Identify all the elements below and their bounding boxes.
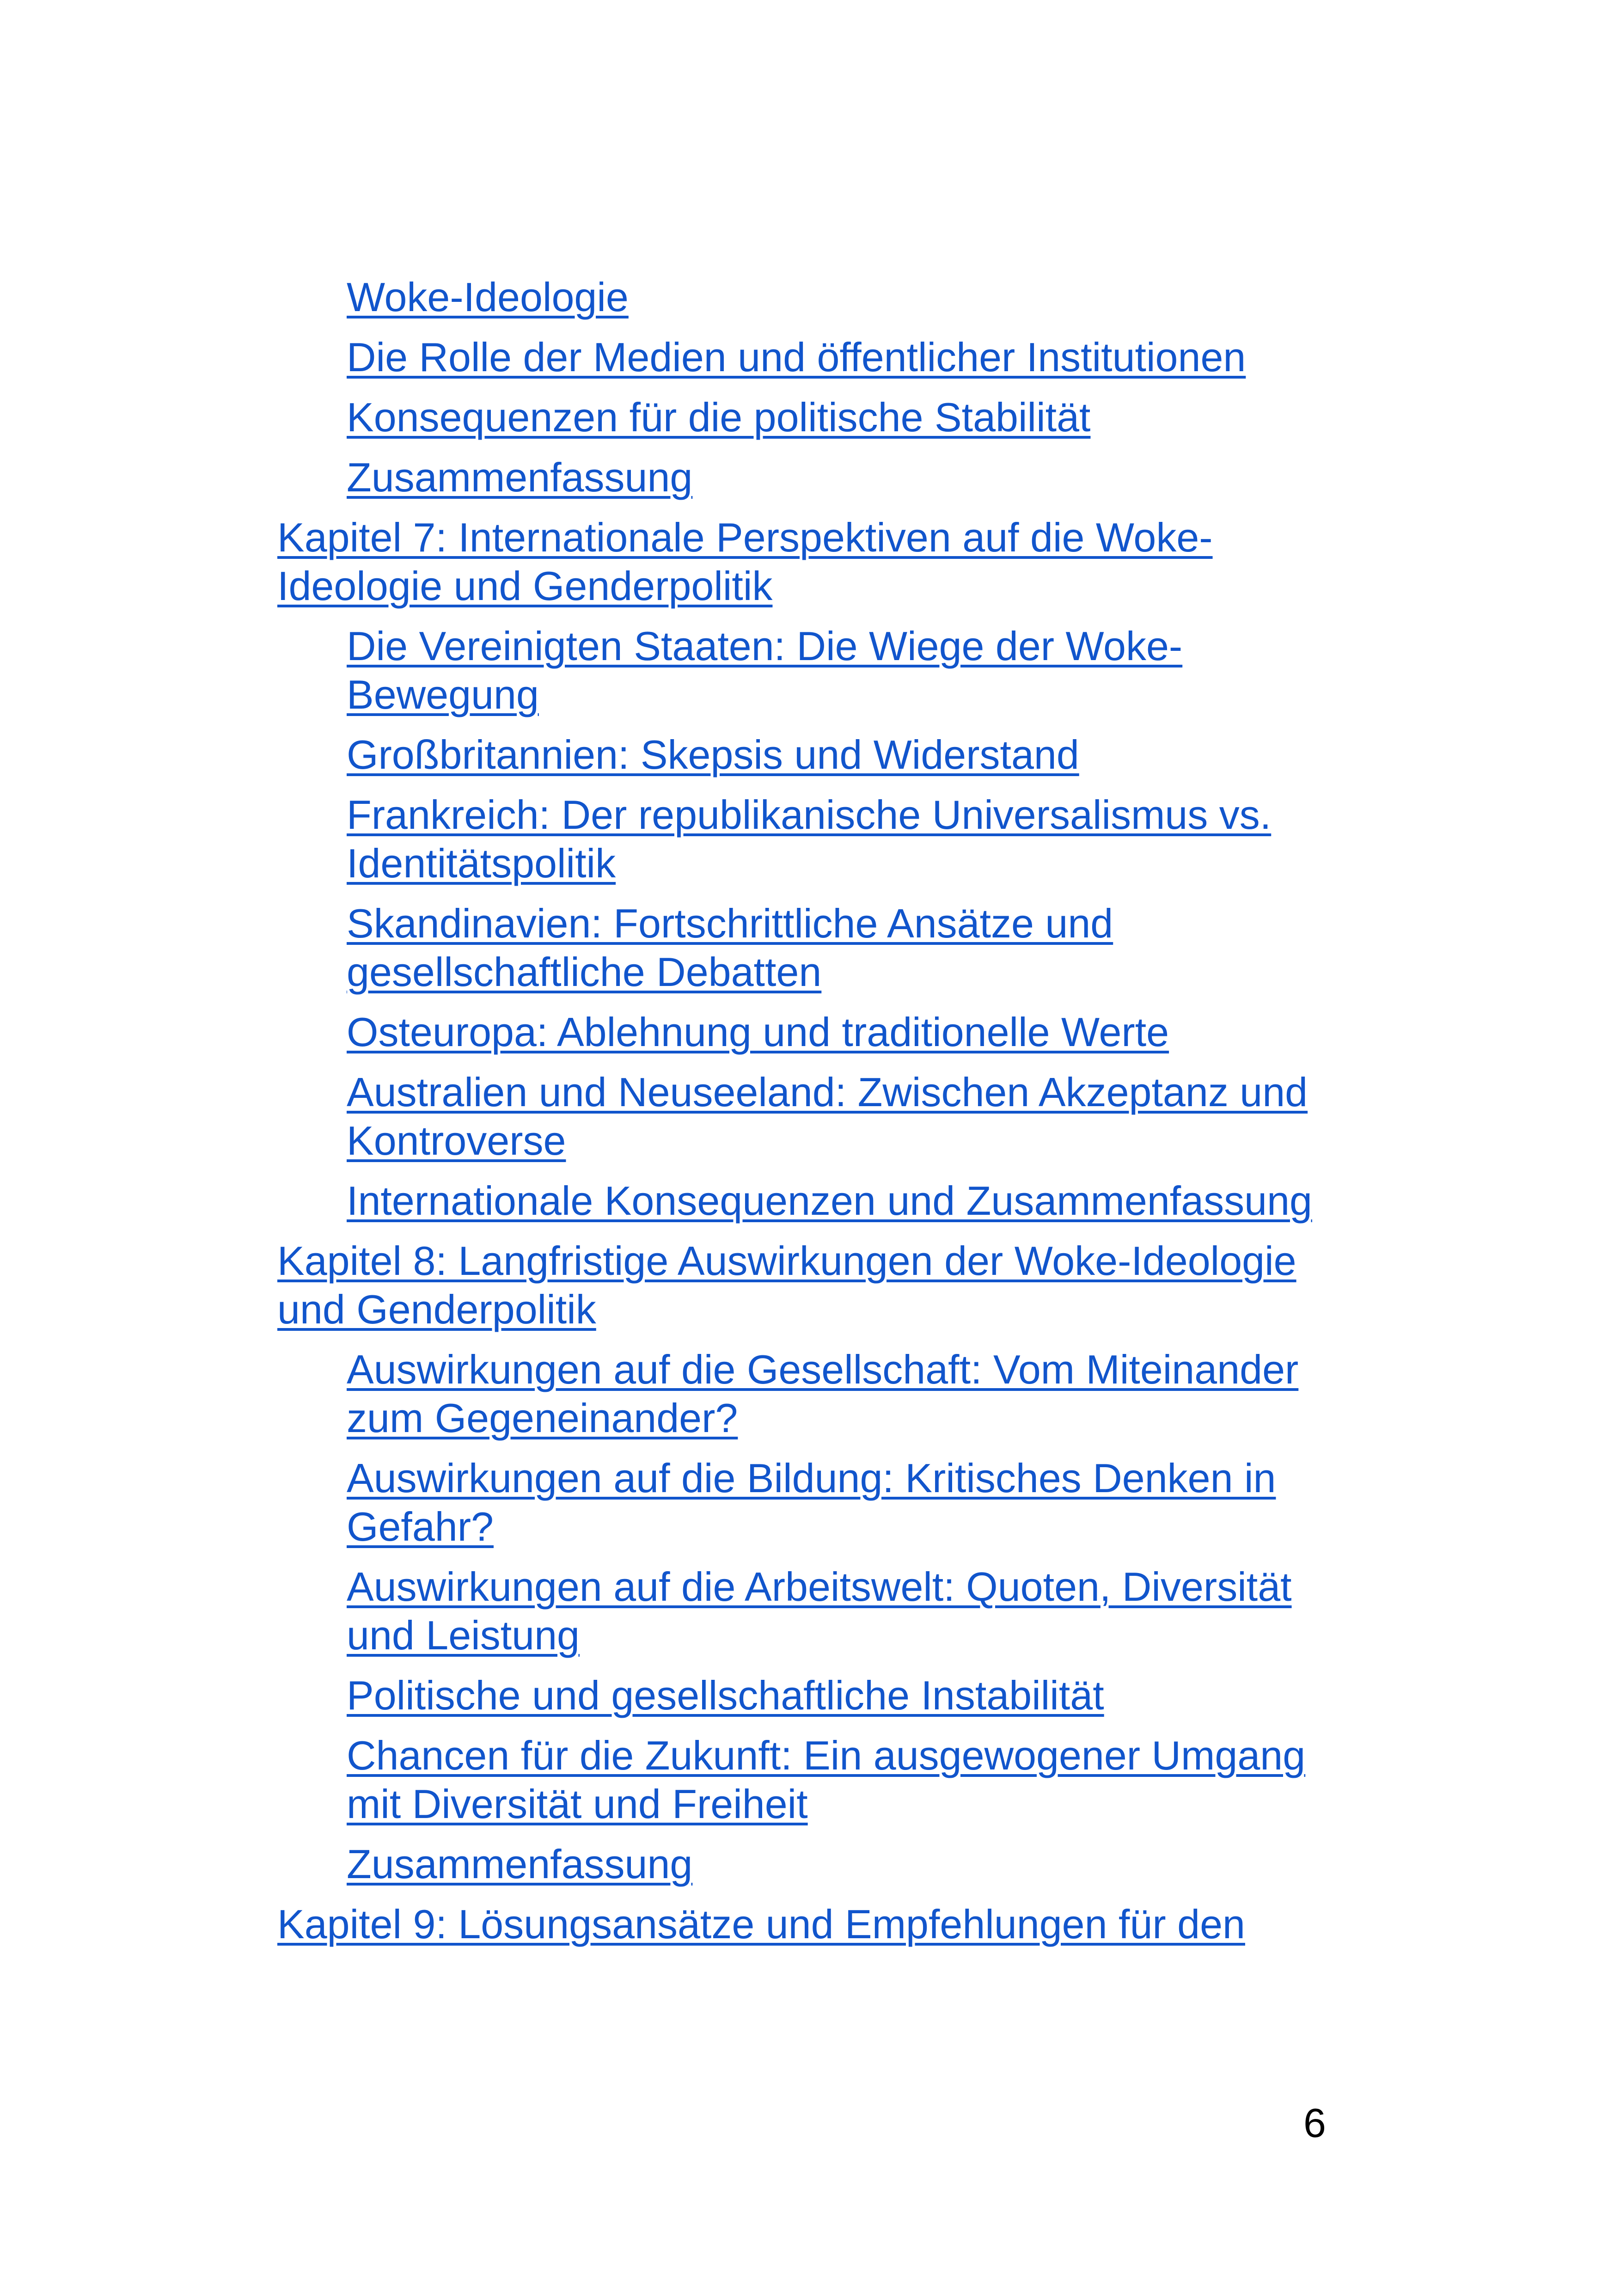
toc-entry-konsequenzen-stabilitaet[interactable]: Konsequenzen für die politische Stabilität (347, 394, 1091, 440)
toc-entry-frankreich[interactable]: Frankreich: Der republikanische Universalismus vs. Identitätspolitik (347, 792, 1272, 886)
toc-entry-skandinavien[interactable]: Skandinavien: Fortschrittliche Ansätze und gesellschaftliche Debatten (347, 900, 1113, 995)
toc-entry-kapitel-9[interactable]: Kapitel 9: Lösungsansätze und Empfehlungen für den (277, 1901, 1245, 1947)
toc-entry-auswirkungen-bildung[interactable]: Auswirkungen auf die Bildung: Kritisches Denken in Gefahr? (347, 1455, 1276, 1549)
toc-entry-kapitel-8[interactable]: Kapitel 8: Langfristige Auswirkungen der Woke-Ideologie und Genderpolitik (277, 1238, 1296, 1332)
toc-entry-vereinigte-staaten[interactable]: Die Vereinigten Staaten: Die Wiege der Woke-Bewegung (347, 623, 1183, 717)
toc-entry-zusammenfassung-kap8[interactable]: Zusammenfassung (347, 1841, 693, 1887)
toc-entry-kapitel-7[interactable]: Kapitel 7: Internationale Perspektiven auf die Woke-Ideologie und Genderpolitik (277, 514, 1213, 609)
toc-entry-zusammenfassung-kap6[interactable]: Zusammenfassung (347, 454, 693, 500)
table-of-contents (277, 273, 1359, 1960)
toc-entry-auswirkungen-arbeitswelt[interactable]: Auswirkungen auf die Arbeitswelt: Quoten, Diversität und Leistung (347, 1564, 1292, 1658)
toc-entry-australien-neuseeland[interactable]: Australien und Neuseeland: Zwischen Akzeptanz und Kontroverse (347, 1069, 1308, 1163)
toc-entry-osteuropa[interactable]: Osteuropa: Ablehnung und traditionelle Werte (347, 1009, 1169, 1055)
toc-entry-internationale-konsequenzen[interactable]: Internationale Konsequenzen und Zusammenfassung (347, 1178, 1312, 1224)
toc-entry-chancen-zukunft[interactable]: Chancen für die Zukunft: Ein ausgewogener Umgang mit Diversität und Freiheit (347, 1733, 1306, 1827)
toc-entry-rolle-der-medien[interactable]: Die Rolle der Medien und öffentlicher Institutionen (347, 334, 1246, 380)
toc-entry-woke-ideologie[interactable]: Woke-Ideologie (347, 274, 629, 320)
toc-entry-auswirkungen-gesellschaft[interactable]: Auswirkungen auf die Gesellschaft: Vom Miteinander zum Gegeneinander? (347, 1347, 1299, 1441)
toc-entry-politische-instabilitaet[interactable]: Politische und gesellschaftliche Instabilität (347, 1672, 1104, 1718)
toc-entry-grossbritannien[interactable]: Großbritannien: Skepsis und Widerstand (347, 732, 1079, 778)
page-number: 6 (1303, 2100, 1326, 2146)
